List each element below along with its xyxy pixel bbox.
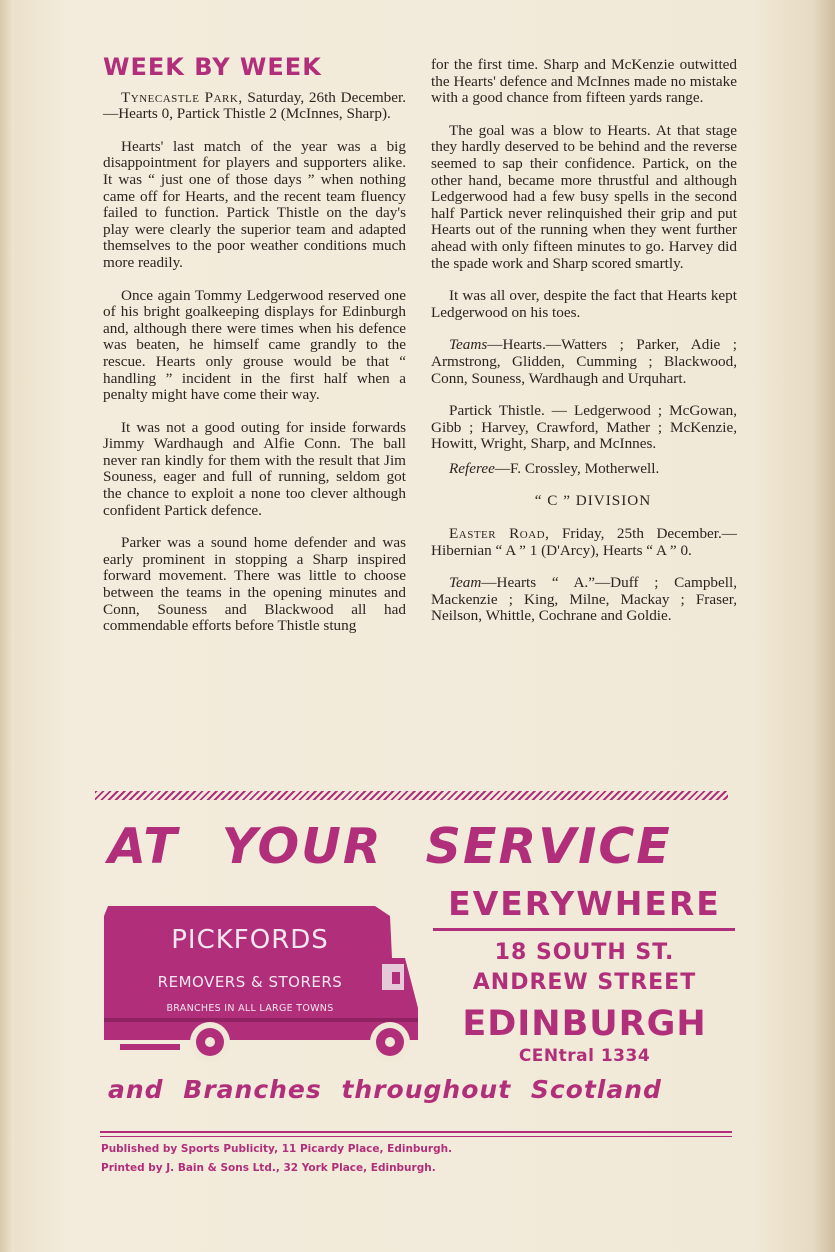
van-line-branches: BRANCHES IN ALL LARGE TOWNS: [166, 1003, 334, 1014]
ad-everywhere: EVERYWHERE: [448, 884, 721, 923]
report-paragraph-3: It was not a good outing for inside forwards Jimmy Wardhaugh and Alfie Conn. The ball never ran kindly for them with the result that Jim Souness, eager and full of running, seldom got the chance to exploit a none too clever although confident Partick defence.: [103, 418, 406, 519]
division-title: “ C ” DIVISION: [534, 492, 652, 510]
ad-phone: CENtral 1334: [518, 1046, 651, 1066]
report-paragraph-4: Parker was a sound home defender and was early prominent in stopping a Sharp inspired forward movement. There was little to choose between the teams in the opening minutes and Conn, Souness and Blackwood all had commendable efforts before Thistle stung: [103, 534, 406, 635]
imprint-rule-bottom: [100, 1136, 732, 1137]
van-line-removers: REMOVERS & STORERS: [157, 973, 343, 991]
referee-label: Referee: [449, 459, 495, 477]
match-venue: Tynecastle Park,: [121, 88, 243, 106]
report-paragraph-2: Once again Tommy Ledgerwood reserved one of his bright goalkeeping displays for Edinburgh and, although there were times when his defence was beaten, he himself came grandly to the rescue. Hearts only grouse would be that “ handling ” incident in the first half when a penalty might have come their way.: [103, 286, 406, 404]
ad-address-line-1: 18 SOUTH ST.: [494, 940, 675, 965]
report-paragraph-5: for the first time. Sharp and McKenzie outwitted the Hearts' defence and McInnes made no mistake with a good chance from fifteen yards range.: [431, 56, 737, 107]
imprint-rule-top: [100, 1131, 732, 1133]
teams-hearts-text: —Hearts.—Watters ; Parker, Adie ; Armstrong, Glidden, Cumming ; Blackwood, Conn, Souness, Wardhaugh and Urquhart.: [431, 336, 737, 387]
report-paragraph-6: The goal was a blow to Hearts. At that stage they hardly deserved to be behind and the reverse seemed to sap their confidence. Partick, on the other hand, became more thrustful and although Ledgerwood had a few busy spells in the second half Partick never relinquished their grip and put Hearts out of the running when they went further ahead with only fifteen minutes to go. Harvey did the spade work and Sharp scored smartly.: [431, 121, 737, 272]
team-text: —Hearts “ A.”—Duff ; Campbell, Mackenzie ; King, Milne, Mackay ; Fraser, Neilson, Whittle, Cochrane and Goldie.: [431, 574, 737, 625]
van-company-name: PICKFORDS: [171, 925, 329, 955]
ad-city: EDINBURGH: [462, 1004, 707, 1044]
ad-divider: [433, 928, 735, 931]
c-info: Friday, 25th December.—Hibernian “ A ” 1 (D'Arcy), Hearts “ A ” 0.: [431, 525, 737, 559]
section-heading: WEEK BY WEEK: [103, 53, 322, 81]
right-column: [431, 57, 737, 641]
ad-top-border: [95, 791, 728, 800]
match-report-intro: [103, 90, 406, 123]
team-label: Team: [449, 574, 482, 592]
referee-line: [431, 461, 737, 478]
teams-hearts: [431, 337, 737, 387]
page-spine: [0, 0, 14, 1252]
report-paragraph-7: It was all over, despite the fact that Hearts kept Ledgerwood on his toes.: [431, 287, 737, 321]
imprint-published: Published by Sports Publicity, 11 Picardy Place, Edinburgh.: [101, 1143, 453, 1155]
c-division-result: [431, 526, 737, 559]
ad-tagline: and Branches throughout Scotland: [108, 1075, 662, 1104]
report-paragraph-1: Hearts' last match of the year was a big disappointment for players and supporters alike. It was “ just one of those days ” when nothing came off for Hearts, and the recent team fluency failed to function. Partick Thistle on the day's play were clearly the superior team and adapted themselves to the poor weather conditions much more readily.: [103, 137, 406, 271]
teams-label: Teams: [449, 336, 488, 354]
ad-address-line-2: ANDREW STREET: [472, 970, 697, 995]
page-edge-shadow: [813, 0, 835, 1252]
teams-partick: Partick Thistle. — Ledgerwood ; McGowan, Gibb ; Harvey, Crawford, Mather ; McKenzie, Howitt, Wright, Sharp, and McInnes.: [431, 402, 737, 453]
c-division-team: [431, 575, 737, 625]
c-venue: Easter Road,: [449, 525, 550, 543]
imprint-printed: Printed by J. Bain & Sons Ltd., 32 York Place, Edinburgh.: [101, 1162, 436, 1174]
left-column: [103, 55, 406, 651]
ad-headline: AT YOUR SERVICE: [108, 818, 672, 875]
match-info: Saturday, 26th December.—Hearts 0, Partick Thistle 2 (McInnes, Sharp).: [103, 88, 406, 123]
referee-text: —F. Crossley, Motherwell.: [494, 459, 660, 477]
